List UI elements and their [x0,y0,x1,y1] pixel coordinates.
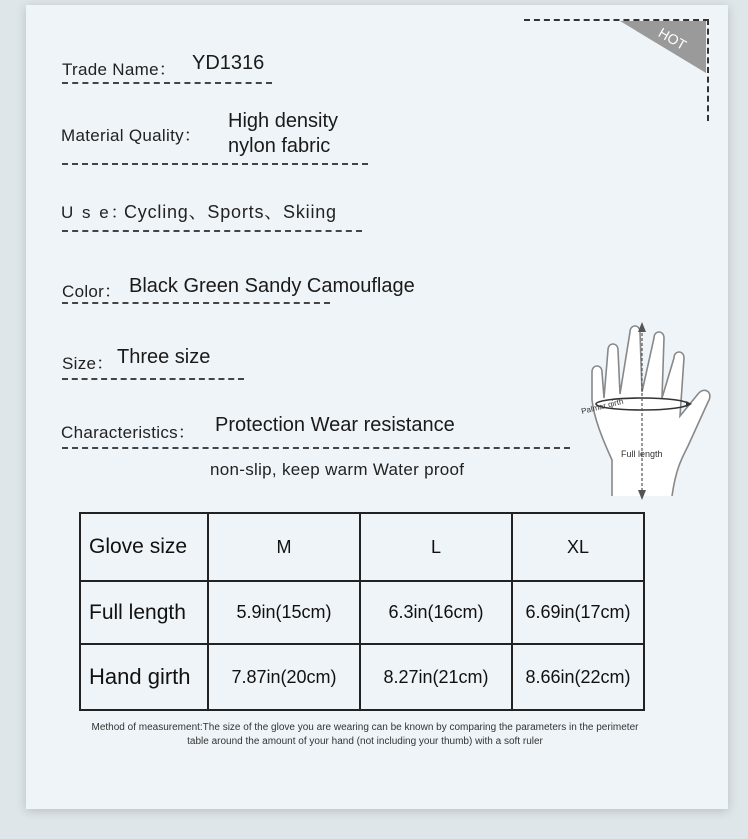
table-cell: Glove size [80,513,208,581]
table-cell: 7.87in(20cm) [208,644,360,710]
material-value-line1: High density [228,110,339,132]
color-label: Color： [62,282,122,301]
material-label: Material Quality： [61,126,202,145]
table-cell: XL [512,513,644,581]
table-row [80,581,644,644]
divider [62,447,570,449]
divider [62,82,272,84]
size-label: Size： [62,354,114,373]
table-cell: 6.69in(17cm) [512,581,644,644]
hand-measurement-diagram [580,320,720,500]
color-value: Black Green Sandy Camouflage [129,275,415,297]
divider [62,163,368,165]
size-value: Three size [117,346,211,368]
material-value-line2: nylon fabric [228,135,331,157]
divider [62,378,244,380]
characteristics-value-line2: non-slip, keep warm Water proof [210,460,465,479]
table-cell: 8.66in(22cm) [512,644,644,710]
table-row [80,513,644,581]
full-length-label: Full length [621,449,663,459]
table-cell: M [208,513,360,581]
use-label: U s e： [61,203,130,222]
table-cell: 8.27in(21cm) [360,644,512,710]
table-row [80,644,644,710]
characteristics-value-line1: Protection Wear resistance [215,414,455,436]
measurement-note: Method of measurement:The size of the glove you are wearing can be known by comparing the parameters in the perimeter table around the amount of your hand (not including your thumb) with a soft ruler [91,722,639,747]
trade-name-label: Trade Name： [62,60,177,79]
divider [62,302,330,304]
table-cell: 6.3in(16cm) [360,581,512,644]
characteristics-label: Characteristics： [61,423,196,442]
use-value: Cycling、Sports、Skiing [124,202,337,222]
palmar-girth-label: Palmar girth [580,396,625,416]
trade-name-value: YD1316 [192,52,265,74]
divider [62,230,362,232]
hot-badge-text: HOT [655,24,690,53]
hot-badge [620,21,706,73]
table-cell: 5.9in(15cm) [208,581,360,644]
table-cell: Hand girth [80,644,208,710]
table-cell: Full length [80,581,208,644]
size-table [79,512,645,711]
table-cell: L [360,513,512,581]
